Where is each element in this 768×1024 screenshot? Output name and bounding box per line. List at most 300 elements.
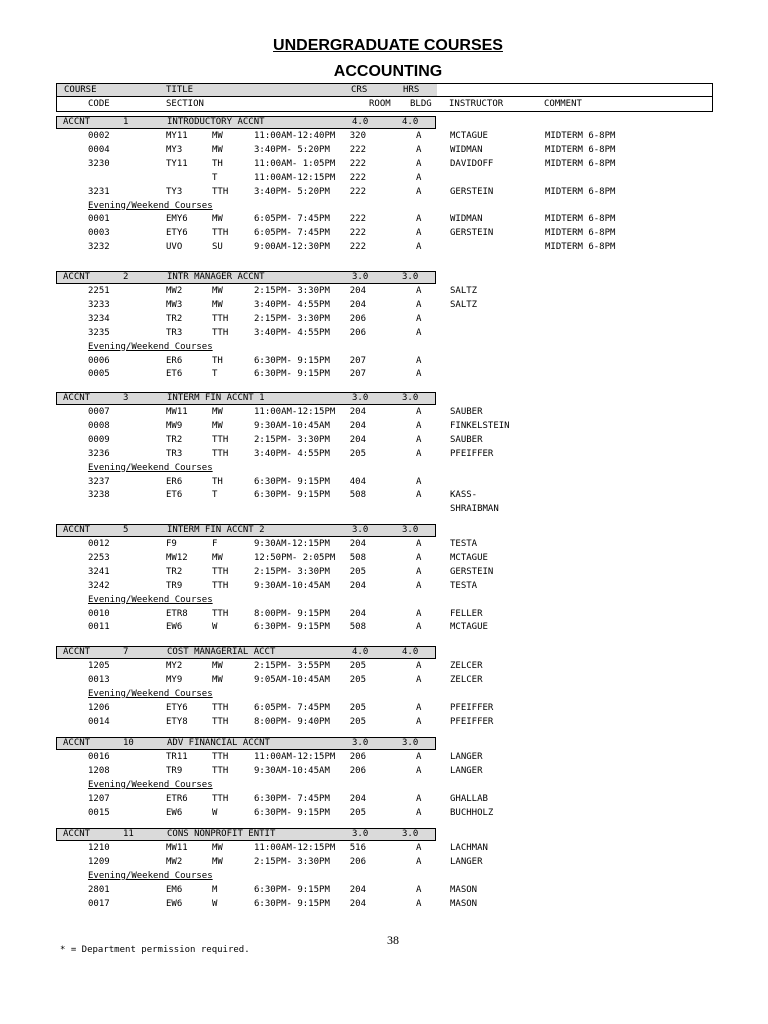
cell-sec: TR2	[166, 566, 183, 577]
course-dept: ACCNT	[63, 117, 91, 127]
cell-instr: PFEIFFER	[450, 716, 494, 727]
course-row	[0, 299, 768, 312]
cell-code: 0015	[88, 807, 110, 818]
cell-time: 12:50PM- 2:05PM	[254, 552, 336, 563]
cell-sec: MW9	[166, 420, 183, 431]
cell-bldg: A	[416, 539, 422, 549]
cell-days: W	[212, 807, 218, 818]
course-row	[0, 434, 768, 447]
course-row	[0, 842, 768, 855]
cell-days: TTH	[212, 752, 229, 762]
cell-sec: MW11	[166, 843, 188, 853]
header-room: ROOM	[369, 99, 391, 109]
cell-instr: SHRAIBMAN	[450, 504, 499, 515]
cell-instr: WIDMAN	[450, 144, 483, 155]
cell-days: TH	[212, 355, 223, 366]
course-row	[0, 406, 768, 419]
cell-room: 207	[349, 369, 366, 380]
cell-instr: MASON	[450, 898, 478, 909]
cell-bldg: A	[416, 407, 422, 417]
cell-days: TTH	[212, 765, 229, 776]
cell-code: 0017	[88, 898, 110, 909]
cell-bldg: A	[416, 752, 422, 762]
cell-instr: LANGER	[450, 765, 483, 776]
evening-weekend-label: Evening/Weekend Courses	[88, 870, 213, 881]
cell-bldg: A	[416, 884, 422, 895]
cell-room: 222	[349, 158, 366, 169]
cell-time: 6:05PM- 7:45PM	[254, 228, 330, 239]
cell-days: TTH	[212, 580, 229, 591]
cell-instr: GERSTEIN	[450, 186, 494, 197]
course-title: COST MANAGERIAL ACCT	[167, 647, 276, 657]
cell-bldg: A	[416, 793, 422, 804]
cell-comment: MIDTERM 6-8PM	[545, 242, 616, 253]
cell-instr: GERSTEIN	[450, 566, 494, 577]
cell-instr: PFEIFFER	[450, 702, 494, 713]
cell-days: T	[212, 369, 218, 380]
cell-time: 3:40PM- 4:55PM	[254, 448, 330, 459]
cell-sec: MY2	[166, 661, 183, 671]
cell-instr: DAVIDOFF	[450, 158, 494, 169]
cell-instr: TESTA	[450, 580, 478, 591]
subject-title: ACCOUNTING	[333, 63, 443, 80]
cell-bldg: A	[416, 355, 422, 366]
cell-bldg: A	[416, 898, 422, 909]
cell-time: 2:15PM- 3:30PM	[254, 434, 330, 445]
cell-days: TTH	[212, 434, 229, 445]
evening-weekend-label: Evening/Weekend Courses	[88, 779, 213, 790]
cell-instr: MASON	[450, 884, 478, 895]
cell-bldg: A	[416, 420, 422, 431]
course-crs: 3.0	[352, 272, 369, 282]
cell-time: 2:15PM- 3:55PM	[254, 661, 330, 671]
cell-code: 3232	[88, 242, 110, 253]
cell-room: 222	[349, 214, 366, 225]
cell-room: 204	[349, 580, 366, 591]
cell-code: 0001	[88, 214, 110, 225]
course-dept: ACCNT	[63, 829, 91, 839]
cell-sec: MY11	[166, 131, 188, 141]
cell-bldg: A	[416, 131, 422, 141]
cell-days: M	[212, 884, 218, 895]
cell-instr: SALTZ	[450, 299, 478, 310]
cell-comment: MIDTERM 6-8PM	[545, 214, 616, 225]
course-dept: ACCNT	[63, 647, 91, 657]
course-row	[0, 716, 768, 729]
cell-bldg: A	[416, 186, 422, 197]
cell-room: 205	[349, 661, 366, 671]
cell-sec: MW3	[166, 299, 183, 310]
cell-room: 206	[349, 327, 366, 338]
cell-bldg: A	[416, 228, 422, 239]
cell-time: 8:00PM- 9:40PM	[254, 716, 330, 727]
cell-instr: MCTAGUE	[450, 552, 488, 563]
cell-code: 0005	[88, 369, 110, 380]
cell-code: 0012	[88, 539, 110, 549]
cell-bldg: A	[416, 807, 422, 818]
course-hrs: 3.0	[402, 829, 419, 839]
course-dept: ACCNT	[63, 525, 91, 535]
cell-code: 0011	[88, 622, 110, 633]
cell-days: MW	[212, 420, 223, 431]
cell-time: 3:40PM- 5:20PM	[254, 186, 330, 197]
cell-days: T	[212, 172, 218, 183]
cell-time: 9:30AM-12:15PM	[254, 539, 330, 549]
cell-time: 6:30PM- 9:15PM	[254, 884, 330, 895]
cell-room: 204	[349, 299, 366, 310]
cell-sec: ETY8	[166, 716, 188, 727]
cell-bldg: A	[416, 172, 422, 183]
cell-days: SU	[212, 242, 223, 253]
cell-bldg: A	[416, 313, 422, 324]
cell-time: 11:00AM-12:15PM	[254, 172, 336, 183]
course-row	[0, 807, 768, 820]
cell-instr: KASS-	[450, 490, 478, 501]
cell-bldg: A	[416, 434, 422, 445]
cell-code: 2253	[88, 552, 110, 563]
course-hrs: 4.0	[402, 647, 419, 657]
cell-room: 206	[349, 765, 366, 776]
course-row	[0, 186, 768, 199]
cell-time: 3:40PM- 5:20PM	[254, 144, 330, 155]
cell-days: TTH	[212, 313, 229, 324]
cell-room: 205	[349, 807, 366, 818]
course-row	[0, 227, 768, 240]
column-header-row-1	[56, 83, 713, 97]
cell-instr: LACHMAN	[450, 843, 488, 853]
cell-days: TTH	[212, 716, 229, 727]
cell-bldg: A	[416, 608, 422, 619]
cell-time: 11:00AM-12:15PM	[254, 752, 336, 762]
header-bldg: BLDG	[410, 99, 432, 109]
cell-code: 3241	[88, 566, 110, 577]
cell-time: 3:40PM- 4:55PM	[254, 327, 330, 338]
course-dept: ACCNT	[63, 393, 91, 403]
cell-code: 0013	[88, 674, 110, 685]
cell-sec: TR2	[166, 313, 183, 324]
cell-days: MW	[212, 843, 223, 853]
course-row	[0, 765, 768, 778]
cell-time: 11:00AM-12:15PM	[254, 407, 336, 417]
cell-room: 516	[349, 843, 366, 853]
cell-days: TH	[212, 158, 223, 169]
cell-sec: ER6	[166, 476, 183, 487]
course-hrs: 4.0	[402, 117, 419, 127]
course-row	[0, 884, 768, 897]
cell-instr: MCTAGUE	[450, 622, 488, 633]
cell-sec: EW6	[166, 807, 183, 818]
cell-days: TTH	[212, 228, 229, 239]
cell-days: TTH	[212, 448, 229, 459]
course-row	[0, 476, 768, 489]
course-crs: 4.0	[352, 117, 369, 127]
cell-time: 9:30AM-10:45AM	[254, 580, 330, 591]
evening-weekend-label: Evening/Weekend Courses	[88, 200, 213, 211]
course-dept: ACCNT	[63, 272, 91, 282]
course-row	[0, 172, 768, 185]
cell-room: 222	[349, 242, 366, 253]
cell-bldg: A	[416, 702, 422, 713]
course-hrs: 3.0	[402, 272, 419, 282]
cell-days: TTH	[212, 186, 229, 197]
cell-days: MW	[212, 286, 223, 296]
cell-days: MW	[212, 674, 223, 685]
cell-bldg: A	[416, 580, 422, 591]
cell-code: 0002	[88, 131, 110, 141]
cell-sec: EMY6	[166, 214, 188, 225]
cell-code: 0014	[88, 716, 110, 727]
cell-days: F	[212, 539, 218, 549]
cell-time: 6:30PM- 9:15PM	[254, 490, 330, 501]
header-crs: CRS	[351, 85, 368, 95]
cell-comment: MIDTERM 6-8PM	[545, 144, 616, 155]
cell-sec: TY11	[166, 158, 188, 169]
header-section: SECTION	[166, 99, 204, 109]
cell-bldg: A	[416, 622, 422, 633]
cell-time: 6:05PM- 7:45PM	[254, 702, 330, 713]
cell-bldg: A	[416, 716, 422, 727]
cell-instr: GHALLAB	[450, 793, 488, 804]
cell-instr: SALTZ	[450, 286, 478, 296]
cell-instr: LANGER	[450, 856, 483, 867]
cell-room: 222	[349, 144, 366, 155]
cell-sec: TR3	[166, 327, 183, 338]
course-row	[0, 158, 768, 171]
course-title: INTERM FIN ACCNT 1	[167, 393, 265, 403]
cell-bldg: A	[416, 490, 422, 501]
course-row	[0, 327, 768, 340]
evening-weekend-label: Evening/Weekend Courses	[88, 688, 213, 699]
cell-time: 2:15PM- 3:30PM	[254, 313, 330, 324]
cell-time: 8:00PM- 9:15PM	[254, 608, 330, 619]
course-header-bar	[56, 392, 436, 405]
cell-bldg: A	[416, 856, 422, 867]
course-row	[0, 420, 768, 433]
course-row	[0, 621, 768, 634]
cell-time: 6:30PM- 9:15PM	[254, 476, 330, 487]
cell-time: 6:30PM- 9:15PM	[254, 898, 330, 909]
cell-bldg: A	[416, 158, 422, 169]
cell-room: 204	[349, 898, 366, 909]
cell-room: 205	[349, 674, 366, 685]
cell-days: MW	[212, 407, 223, 417]
cell-sec: ETY6	[166, 228, 188, 239]
cell-room: 206	[349, 856, 366, 867]
course-header-bar	[56, 737, 436, 750]
cell-code: 3233	[88, 299, 110, 310]
cell-bldg: A	[416, 552, 422, 563]
course-row	[0, 313, 768, 326]
course-num: 2	[123, 272, 129, 282]
cell-bldg: A	[416, 765, 422, 776]
cell-comment: MIDTERM 6-8PM	[545, 186, 616, 197]
course-row	[0, 144, 768, 157]
cell-time: 6:30PM- 9:15PM	[254, 355, 330, 366]
cell-time: 6:30PM- 9:15PM	[254, 807, 330, 818]
footnote: * = Department permission required.	[60, 945, 250, 955]
cell-bldg: A	[416, 448, 422, 459]
cell-time: 6:05PM- 7:45PM	[254, 214, 330, 225]
course-header-bar	[56, 524, 436, 537]
cell-room: 205	[349, 702, 366, 713]
cell-sec: ETR8	[166, 608, 188, 619]
course-row	[0, 552, 768, 565]
course-row	[0, 538, 768, 551]
cell-bldg: A	[416, 369, 422, 380]
cell-room: 206	[349, 313, 366, 324]
cell-bldg: A	[416, 843, 422, 853]
cell-sec: MW2	[166, 286, 183, 296]
page-number: 38	[387, 933, 399, 947]
cell-bldg: A	[416, 327, 422, 338]
evening-weekend-label: Evening/Weekend Courses	[88, 462, 213, 473]
course-crs: 3.0	[352, 525, 369, 535]
cell-sec: TY3	[166, 186, 183, 197]
cell-time: 11:00AM-12:15PM	[254, 843, 336, 853]
cell-days: TTH	[212, 327, 229, 338]
header-shading	[57, 84, 437, 96]
cell-sec: MY9	[166, 674, 183, 685]
course-crs: 3.0	[352, 829, 369, 839]
course-row	[0, 580, 768, 593]
cell-code: 0010	[88, 608, 110, 619]
cell-time: 6:30PM- 9:15PM	[254, 369, 330, 380]
course-title: INTERM FIN ACCNT 2	[167, 525, 265, 535]
cell-code: 1205	[88, 661, 110, 671]
cell-room: 205	[349, 566, 366, 577]
cell-bldg: A	[416, 674, 422, 685]
cell-code: 3235	[88, 327, 110, 338]
cell-days: MW	[212, 131, 223, 141]
cell-sec: MY3	[166, 144, 183, 155]
cell-days: MW	[212, 299, 223, 310]
cell-sec: UVO	[166, 242, 183, 253]
header-course: COURSE	[64, 85, 97, 95]
cell-instr: ZELCER	[450, 661, 483, 671]
cell-code: 0009	[88, 434, 110, 445]
cell-sec: TR9	[166, 765, 183, 776]
course-num: 5	[123, 525, 129, 535]
cell-instr: GERSTEIN	[450, 228, 494, 239]
cell-sec: TR2	[166, 434, 183, 445]
cell-instr: BUCHHOLZ	[450, 807, 494, 818]
course-header-bar	[56, 646, 436, 659]
header-instructor: INSTRUCTOR	[449, 99, 504, 109]
cell-instr: SAUBER	[450, 407, 483, 417]
cell-comment: MIDTERM 6-8PM	[545, 158, 616, 169]
cell-sec: TR11	[166, 752, 188, 762]
cell-code: 0008	[88, 420, 110, 431]
cell-code: 2801	[88, 884, 110, 895]
cell-code: 0003	[88, 228, 110, 239]
cell-sec: MW12	[166, 552, 188, 563]
cell-sec: MW11	[166, 407, 188, 417]
cell-instr: ZELCER	[450, 674, 483, 685]
course-row	[0, 503, 768, 516]
cell-comment: MIDTERM 6-8PM	[545, 131, 616, 141]
course-row	[0, 674, 768, 687]
cell-instr: SAUBER	[450, 434, 483, 445]
cell-days: W	[212, 898, 218, 909]
course-crs: 3.0	[352, 393, 369, 403]
cell-time: 2:15PM- 3:30PM	[254, 856, 330, 867]
cell-bldg: A	[416, 661, 422, 671]
cell-days: TTH	[212, 608, 229, 619]
cell-bldg: A	[416, 299, 422, 310]
course-row	[0, 660, 768, 673]
course-header-bar	[56, 271, 436, 284]
cell-days: MW	[212, 144, 223, 155]
cell-code: 1207	[88, 793, 110, 804]
cell-sec: MW2	[166, 856, 183, 867]
cell-time: 9:30AM-10:45AM	[254, 765, 330, 776]
course-title: INTR MANAGER ACCNT	[167, 272, 265, 282]
cell-days: MW	[212, 552, 223, 563]
course-num: 1	[123, 117, 129, 127]
course-hrs: 3.0	[402, 393, 419, 403]
course-num: 10	[123, 738, 134, 748]
cell-code: 1208	[88, 765, 110, 776]
cell-room: 204	[349, 407, 366, 417]
cell-room: 204	[349, 884, 366, 895]
cell-code: 1209	[88, 856, 110, 867]
course-num: 7	[123, 647, 129, 657]
cell-code: 3242	[88, 580, 110, 591]
course-row	[0, 793, 768, 806]
cell-room: 207	[349, 355, 366, 366]
cell-comment: MIDTERM 6-8PM	[545, 228, 616, 239]
course-hrs: 3.0	[402, 738, 419, 748]
cell-days: TTH	[212, 793, 229, 804]
cell-time: 6:30PM- 7:45PM	[254, 793, 330, 804]
course-hrs: 3.0	[402, 525, 419, 535]
cell-bldg: A	[416, 286, 422, 296]
cell-sec: ET6	[166, 369, 183, 380]
course-row	[0, 702, 768, 715]
cell-room: 206	[349, 752, 366, 762]
cell-instr: FINKELSTEIN	[450, 420, 510, 431]
course-row	[0, 751, 768, 764]
cell-room: 205	[349, 716, 366, 727]
cell-time: 9:30AM-10:45AM	[254, 420, 330, 431]
cell-code: 2251	[88, 286, 110, 296]
cell-code: 1206	[88, 702, 110, 713]
course-row	[0, 566, 768, 579]
page-title: UNDERGRADUATE COURSES	[273, 37, 503, 54]
cell-time: 9:05AM-10:45AM	[254, 674, 330, 685]
cell-code: 0004	[88, 144, 110, 155]
cell-time: 2:15PM- 3:30PM	[254, 286, 330, 296]
evening-weekend-label: Evening/Weekend Courses	[88, 341, 213, 352]
cell-room: 320	[349, 131, 366, 141]
cell-sec: TR9	[166, 580, 183, 591]
cell-code: 0016	[88, 752, 110, 762]
cell-room: 508	[349, 622, 366, 633]
course-row	[0, 856, 768, 869]
cell-code: 0007	[88, 407, 110, 417]
course-row	[0, 368, 768, 381]
cell-room: 204	[349, 434, 366, 445]
cell-instr: TESTA	[450, 539, 478, 549]
header-code: CODE	[88, 99, 110, 109]
course-row	[0, 898, 768, 911]
cell-days: MW	[212, 856, 223, 867]
course-crs: 4.0	[352, 647, 369, 657]
cell-room: 222	[349, 172, 366, 183]
header-comment: COMMENT	[544, 99, 582, 109]
cell-room: 508	[349, 552, 366, 563]
course-title: ADV FINANCIAL ACCNT	[167, 738, 270, 748]
